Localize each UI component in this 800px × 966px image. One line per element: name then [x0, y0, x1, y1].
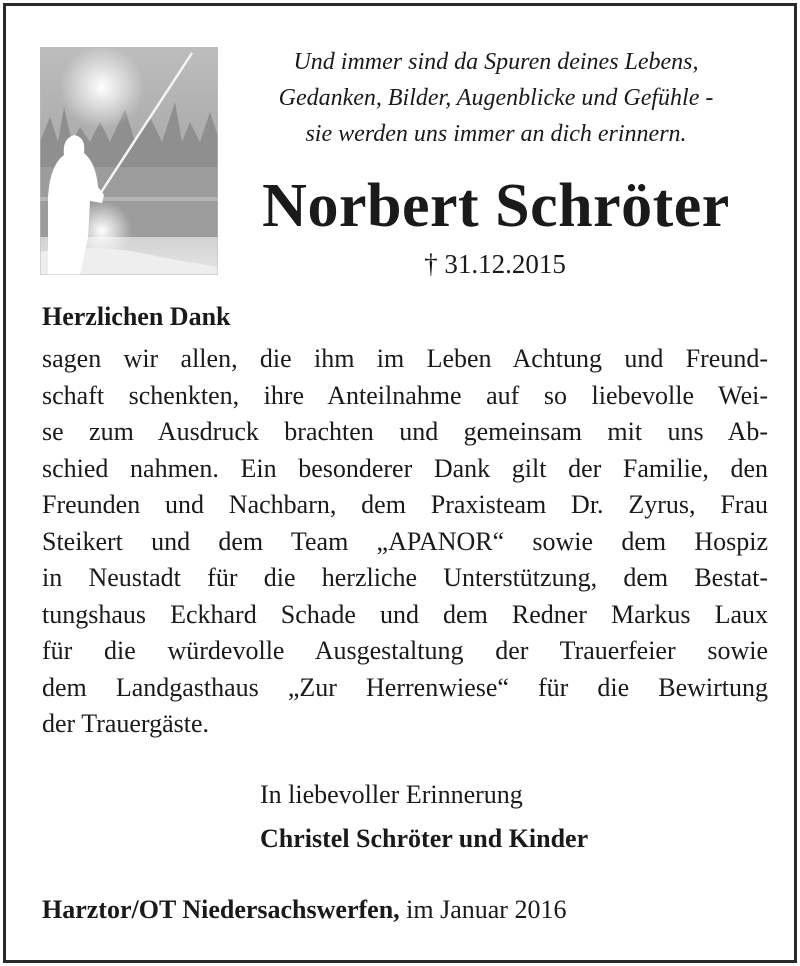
paragraph-line: der Trauergäste.	[42, 709, 210, 738]
paragraph-line: schaft schenkten, ihre Anteilnahme auf so liebevolle Wei-	[42, 380, 768, 410]
thanks-paragraph	[42, 341, 768, 743]
paragraph-line: dem Landgasthaus „Zur Herrenwiese“ für die Bewirtung	[42, 672, 768, 702]
place-and-date	[42, 893, 566, 927]
paragraph-line: Freunden und Nachbarn, dem Praxisteam Dr. Zyrus, Frau	[42, 490, 768, 519]
angler-silhouette-image	[40, 47, 218, 275]
paragraph-line: se zum Ausdruck brachten und gemeinsam mit uns Ab-	[42, 417, 768, 446]
paragraph-line: sagen wir allen, die ihm im Leben Achtung und Freund-	[42, 344, 768, 373]
paragraph-line: tungshaus Eckhard Schade und dem Redner Markus Laux	[42, 599, 768, 629]
verse-line: Gedanken, Bilder, Augenblicke und Gefühle -	[278, 85, 714, 111]
paragraph-line: für die würdevolle Ausgestaltung der Trauerfeier sowie	[42, 636, 768, 665]
deceased-name: Norbert Schröter	[262, 172, 730, 240]
verse-line: sie werden uns immer an dich erinnern.	[305, 121, 687, 147]
place-location: Harztor/OT Niedersachswerfen,	[42, 895, 400, 924]
angler-photo	[40, 47, 218, 275]
memorial-verse	[232, 44, 760, 152]
paragraph-line: schied nahmen. Ein besonderer Dank gilt der Familie, den	[42, 453, 768, 483]
place-date: im Januar 2016	[406, 895, 567, 924]
thanks-heading: Herzlichen Dank	[42, 302, 231, 331]
verse-line: Und immer sind da Spuren deines Lebens,	[293, 49, 699, 75]
death-date: † 31.12.2015	[424, 249, 566, 279]
closing-phrase: In liebevoller Erinnerung	[260, 780, 523, 809]
paragraph-line: in Neustadt für die herzliche Unterstützung, dem Bestat-	[42, 563, 768, 592]
paragraph-line: Steikert und dem Team „APANOR“ sowie dem Hospiz	[42, 526, 768, 556]
signers: Christel Schröter und Kinder	[260, 824, 589, 853]
